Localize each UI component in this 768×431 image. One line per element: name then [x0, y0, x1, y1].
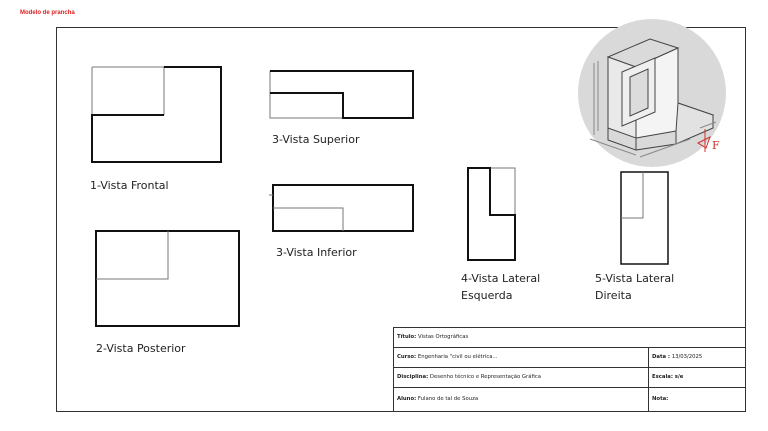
sheet-template-label: Modelo de prancha	[20, 10, 75, 16]
course-value: Engenharia "civil ou elétrica...	[417, 354, 498, 361]
isometric-piece	[590, 39, 716, 157]
subject-label: Disciplina:	[397, 374, 429, 381]
left-side-view-drawing	[468, 168, 515, 260]
subject-value: Desenho técnico e Representação Gráfica	[429, 374, 541, 381]
scale-cell	[649, 367, 746, 387]
date-cell	[649, 347, 746, 367]
grade-cell	[649, 387, 746, 411]
left-side-view-label-line2: Esquerda	[461, 289, 513, 302]
right-side-view-drawing	[621, 172, 668, 264]
bottom-view-label: 3-Vista Inferior	[276, 246, 357, 259]
title-row	[394, 328, 746, 348]
left-side-view-label-line1: 4-Vista Lateral	[461, 272, 541, 285]
scale-label: Escala:	[652, 374, 673, 381]
date-label: Data :	[652, 354, 671, 361]
course-label: Curso:	[397, 354, 417, 361]
title-label: Título:	[397, 334, 417, 341]
back-view-label: 2-Vista Posterior	[96, 342, 186, 355]
front-view-drawing	[92, 67, 221, 162]
right-side-view-label-line1: 5-Vista Lateral	[595, 272, 675, 285]
isometric-marker-letter: F	[712, 139, 720, 152]
front-view-label: 1-Vista Frontal	[90, 179, 169, 192]
scale-value: s/e	[674, 374, 684, 381]
right-side-view-label-line2: Direita	[595, 289, 632, 302]
bottom-view-drawing	[269, 185, 413, 231]
title-value: Vistas Ortográficas	[418, 334, 469, 341]
subject-cell	[394, 367, 649, 387]
top-view-label: 3-Vista Superior	[272, 133, 360, 146]
top-view-drawing	[270, 71, 413, 118]
student-label: Aluno:	[397, 396, 417, 403]
course-cell	[394, 347, 649, 367]
date-value: 13/03/2025	[671, 354, 703, 361]
back-view-drawing	[96, 231, 239, 326]
student-cell	[394, 387, 649, 411]
title-block	[393, 327, 746, 412]
student-value: Fulano de tal de Souza	[417, 396, 479, 403]
grade-label: Nota:	[652, 396, 669, 403]
